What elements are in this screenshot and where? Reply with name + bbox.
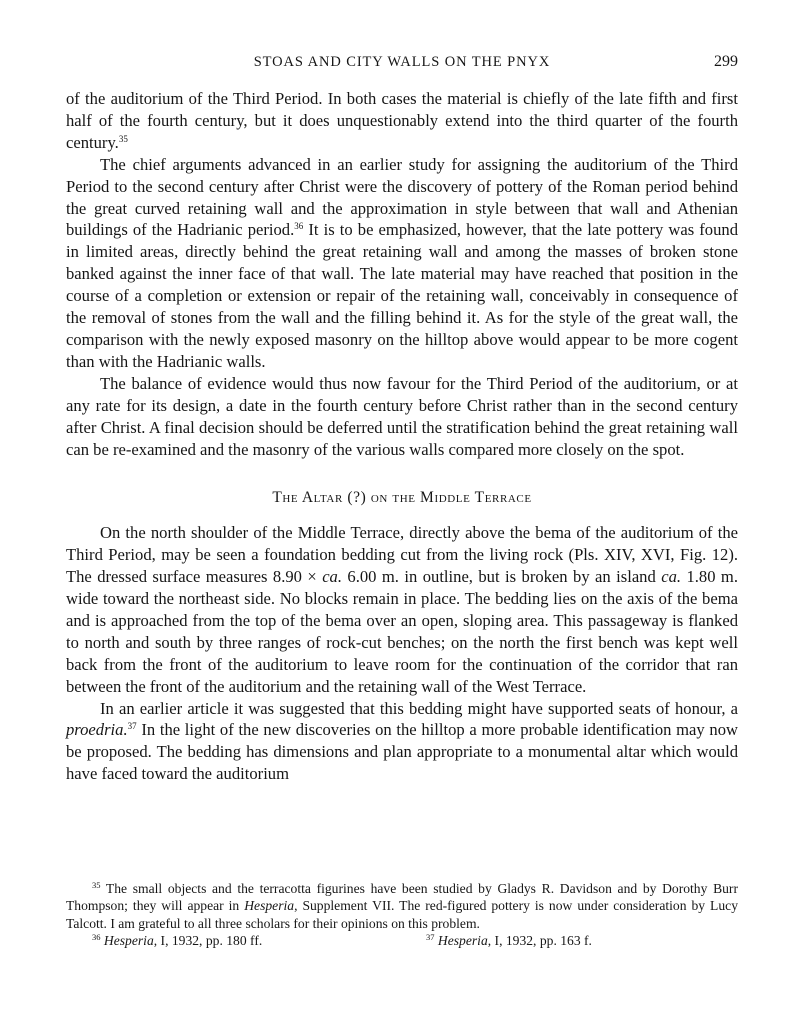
running-header [66, 54, 738, 74]
footnote-37-mark: 37 [426, 932, 435, 943]
paragraph-3-text: The balance of evidence would thus now favour for the Third Period of the auditorium, or at any rate for its design, a date in the fourth century before Christ rather than in the second century after Christ. A final decision should be deferred until the stratification behind the great retaining wall can be re-examined and the masonry of the various walls compared more closely on the spot. [66, 373, 738, 459]
section-heading: The Altar (?) on the Middle Terrace [272, 489, 532, 507]
page-number: 299 [714, 53, 738, 70]
footnote-row [66, 932, 738, 949]
footnote-36 [66, 932, 402, 949]
footnote-ref-36[interactable]: 36 [294, 221, 304, 232]
footnote-37 [402, 932, 738, 949]
footnote-37-text: , I, 1932, pp. 163 f. [487, 933, 592, 949]
paragraph-1-text: of the auditorium of the Third Period. In both cases the material is chiefly of the late fifth and first half of the fourth century, but it does unquestionably extend into the third quarter of the fourth century. [66, 89, 738, 152]
paragraph-4-text-c: 1.80 m. wide toward the northeast side. No blocks remain in place. The bedding lies on the axis of the bema and is approached from the top of the bema over an open, sloping area. This passageway is flanked to north and south by three ranges of rock-cut benches; on the north the first bench was kept well back from the front of the auditorium to leave room for the continuation of the corridor that ran between the front of the auditorium and the retaining wall of the West Terrace. [66, 567, 738, 696]
paragraph-5-text-b: In the light of the new discoveries on the hilltop a more probable identification may now be proposed. The bedding has dimensions and plan appropriate to a monumental altar which would have faced toward the auditorium [66, 720, 738, 784]
main-text [66, 88, 738, 785]
footnote-37-journal: Hesperia [437, 933, 488, 949]
footnotes [66, 880, 738, 950]
footnote-ref-37[interactable]: 37 [127, 721, 137, 732]
proedria-term: proedria. [66, 720, 128, 740]
footnote-ref-35[interactable]: 35 [118, 133, 128, 144]
paragraph-4-text-b: 6.00 m. in outline, but is broken by an island [342, 567, 662, 587]
footnote-35-text-a: The small objects and the terracotta figurines have been studied by Gladys R. Davidson and by Dorothy Burr Thompson; they will appear in [66, 881, 738, 914]
footnote-36-mark: 36 [92, 932, 101, 943]
paragraph-1 [66, 88, 738, 154]
paragraph-4 [66, 522, 738, 697]
paragraph-2-text-a: The chief arguments advanced in an earlier study for assigning the auditorium of the Third Period to the second century after Christ were the discovery of pottery of the Roman period behind the great curved retaining wall and the approximation in style between that wall and Athenian buildings of the Hadrianic period. [66, 154, 738, 240]
footnote-35-journal: Hesperia [244, 898, 295, 914]
footnote-35 [66, 880, 738, 932]
paragraph-4-text-a: On the north shoulder of the Middle Terrace, directly above the bema of the auditorium of the Third Period, may be seen a foundation bedding cut from the living rock (Pls. XIV, XVI, Fig. 12). The dressed surface measures 8.90 × [66, 523, 738, 587]
footnote-36-text: , I, 1932, pp. 180 ff. [153, 933, 263, 949]
footnote-35-mark: 35 [92, 880, 101, 890]
circa-abbrev-1: ca. [322, 567, 342, 587]
paragraph-5 [66, 698, 738, 786]
circa-abbrev-2: ca. [661, 567, 682, 587]
paragraph-2 [66, 154, 738, 373]
paragraph-3 [66, 373, 738, 461]
footnote-35-text-b: , Supplement VII. The red-figured pottery is now under consideration by Lucy Talcott. I am grateful to all three scholars for their opinions on this problem. [66, 898, 738, 931]
paragraph-2-text-b: It is to be emphasized, however, that the late pottery was found in limited areas, directly behind the great retaining wall and among the masses of broken stone banked against the inner face of that wall. The late material may have reached that position in the course of a completion or extension or repair of the retaining wall, conceivably in consequence of the removal of stones from the wall and the filling behind it. As for the style of the great wall, the comparison with the newly exposed masonry on the hilltop above would appear to be more cogent than with the Hadrianic walls. [66, 220, 738, 371]
paragraph-5-text-a: In an earlier article it was suggested that this bedding might have supported seats of honour, a [100, 698, 738, 718]
footnote-36-journal: Hesperia [103, 933, 154, 949]
running-title: STOAS AND CITY WALLS ON THE PNYX [253, 54, 551, 70]
